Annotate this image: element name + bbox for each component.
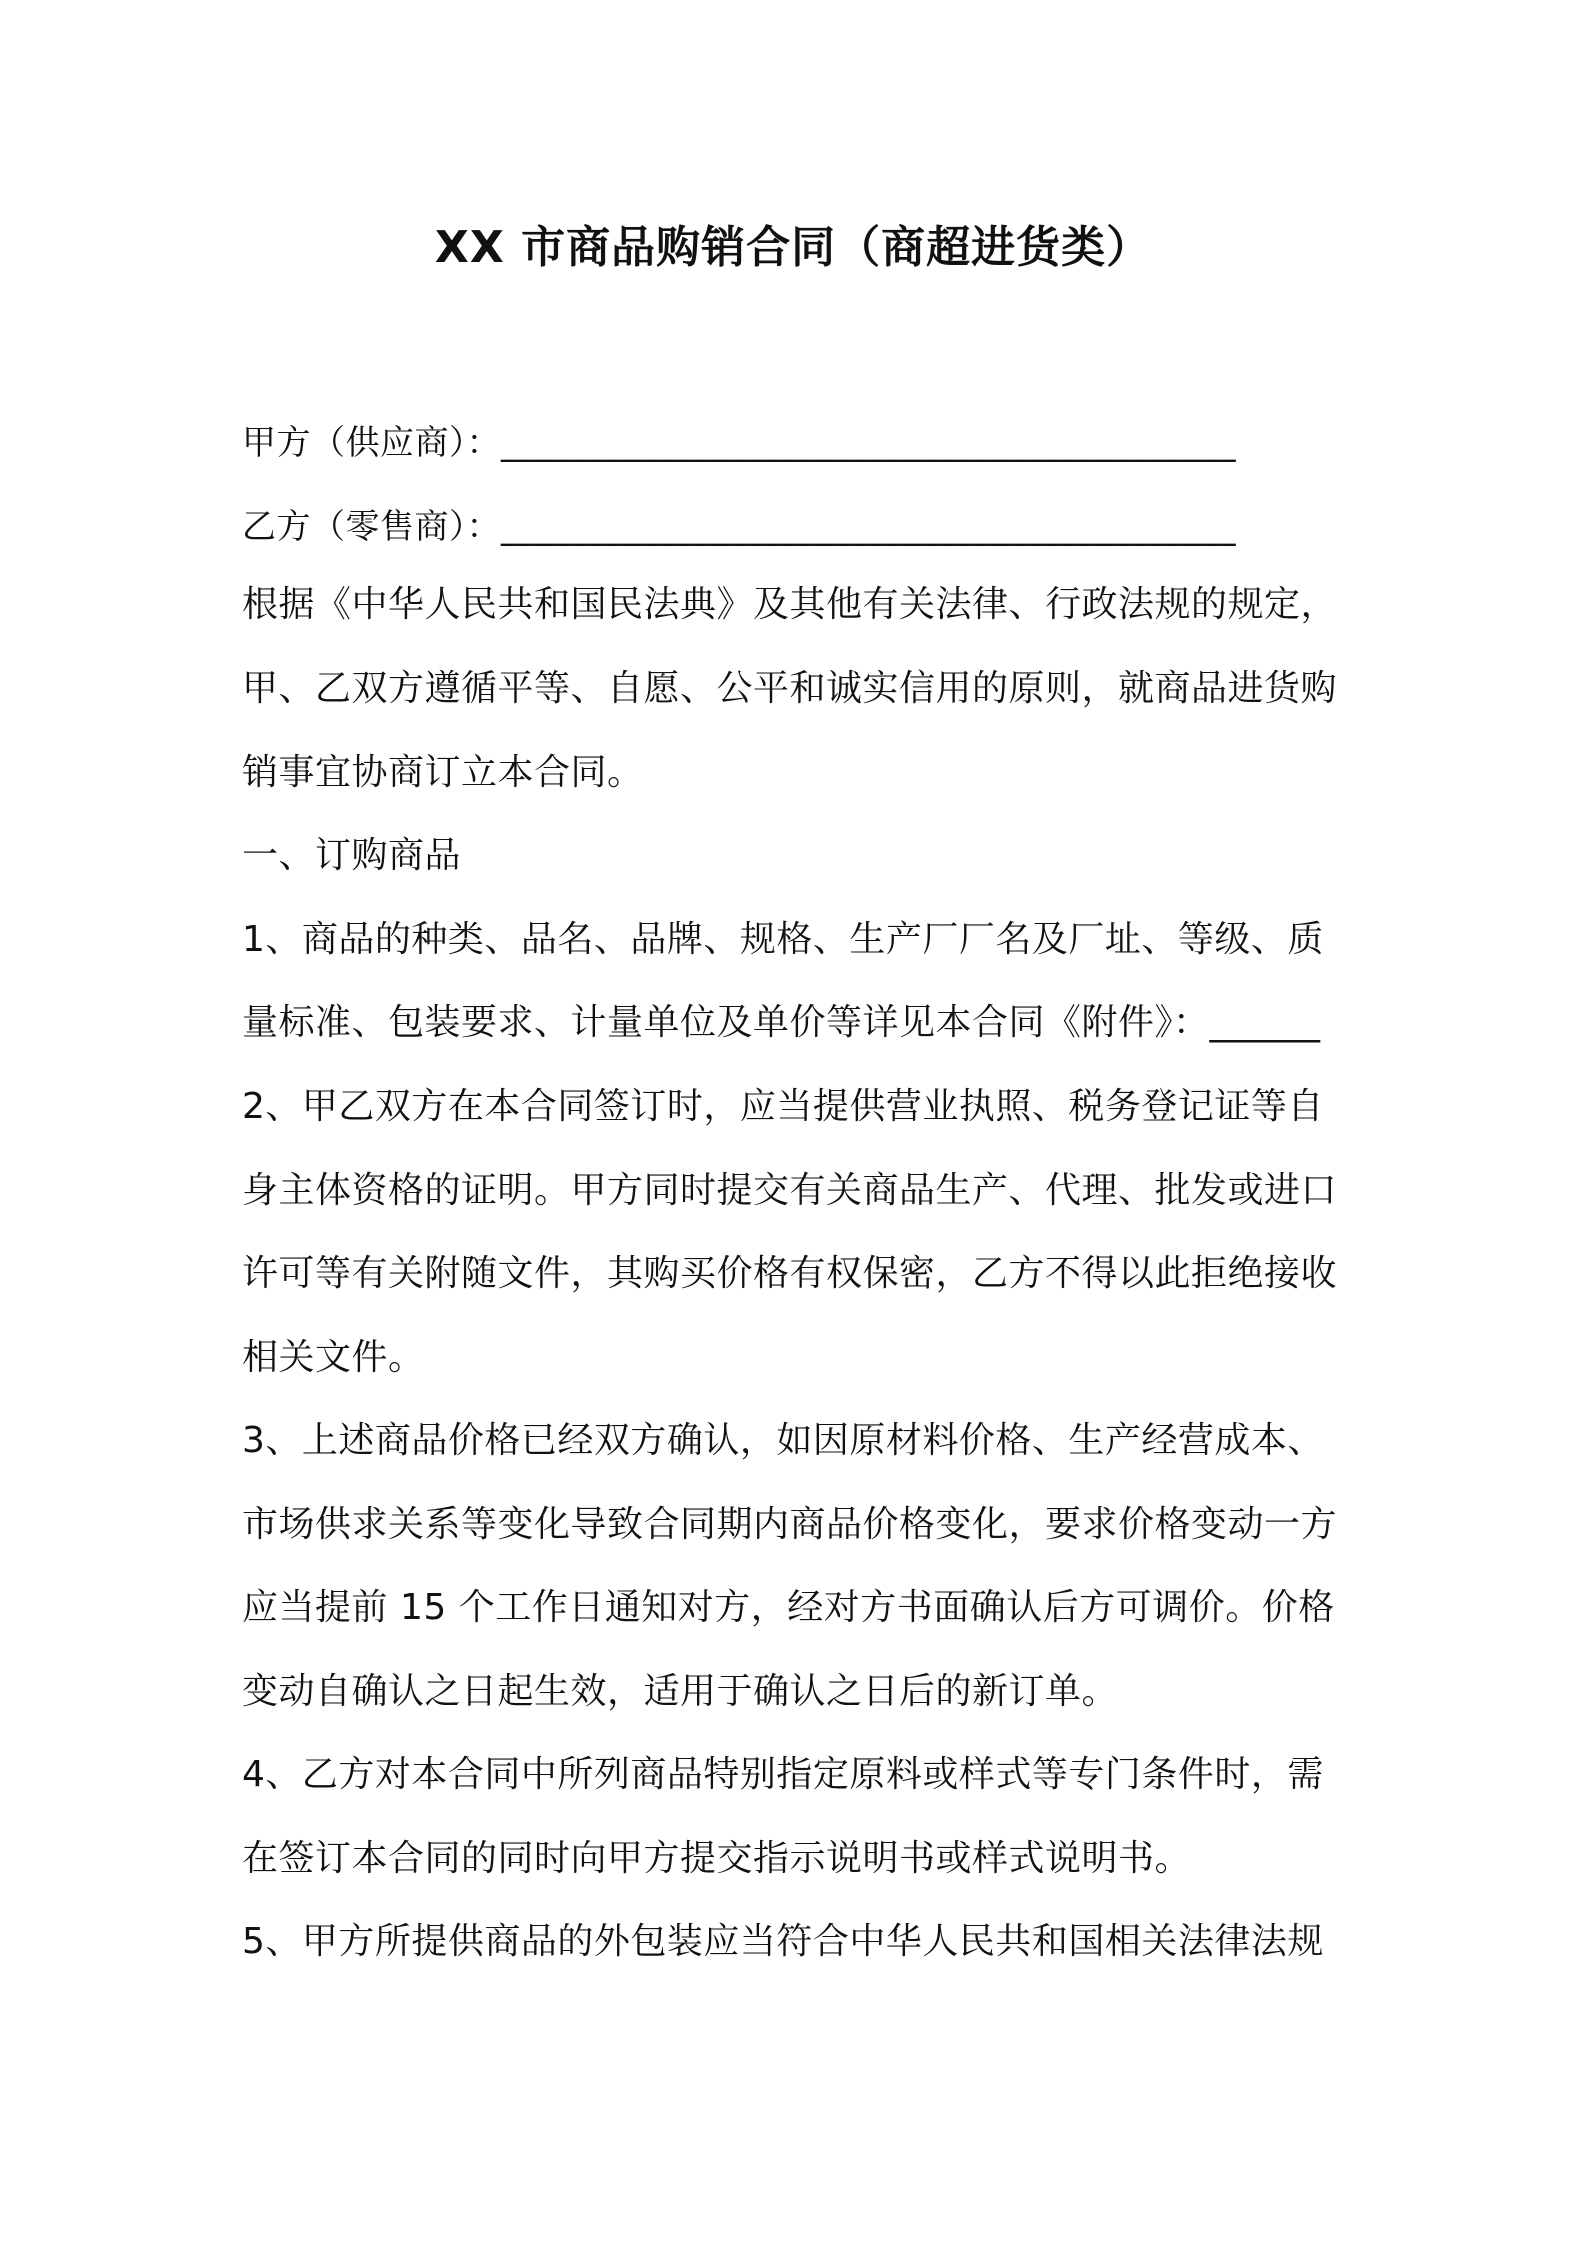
body-line: 市场供求关系等变化导致合同期内商品价格变化，要求价格变动一方 [242,1504,1338,1545]
body-line: 身主体资格的证明。甲方同时提交有关商品生产、代理、批发或进口 [242,1170,1338,1211]
body-line: 销事宜协商订立本合同。 [242,752,644,793]
body-line: 应当提前 15 个工作日通知对方，经对方书面确认后方可调价。价格 [242,1587,1335,1628]
body-line: 2、甲乙双方在本合同签订时，应当提供营业执照、税务登记证等自 [242,1086,1324,1127]
body-line: 变动自确认之日起生效，适用于确认之日后的新订单。 [242,1671,1119,1712]
body-line: 许可等有关附随文件，其购买价格有权保密，乙方不得以此拒绝接收 [242,1253,1338,1294]
body-line: 相关文件。 [242,1337,425,1378]
body-line: 1、商品的种类、品名、品牌、规格、生产厂厂名及厂址、等级、质 [242,919,1324,960]
body-line: 5、甲方所提供商品的外包装应当符合中华人民共和国相关法律法规 [242,1921,1324,1962]
body-line: 量标准、包装要求、计量单位及单价等详见本合同《附件》：______ [242,1002,1321,1043]
document-title: XX 市商品购销合同（商超进货类） [434,222,1152,273]
body-line: 在签订本合同的同时向甲方提交指示说明书或样式说明书。 [242,1838,1192,1879]
section-heading: 一、订购商品 [242,835,462,876]
party-a-line: 甲方（供应商）：__________________________________________ [242,423,1236,463]
body-line: 4、乙方对本合同中所列商品特别指定原料或样式等专门条件时，需 [242,1754,1324,1795]
body-line: 3、上述商品价格已经双方确认，如因原材料价格、生产经营成本、 [242,1420,1324,1461]
body-line: 根据《中华人民共和国民法典》及其他有关法律、行政法规的规定， [242,584,1338,625]
party-b-line: 乙方（零售商）：__________________________________________ [242,507,1236,547]
body-line: 甲、乙双方遵循平等、自愿、公平和诚实信用的原则，就商品进货购 [242,668,1338,709]
